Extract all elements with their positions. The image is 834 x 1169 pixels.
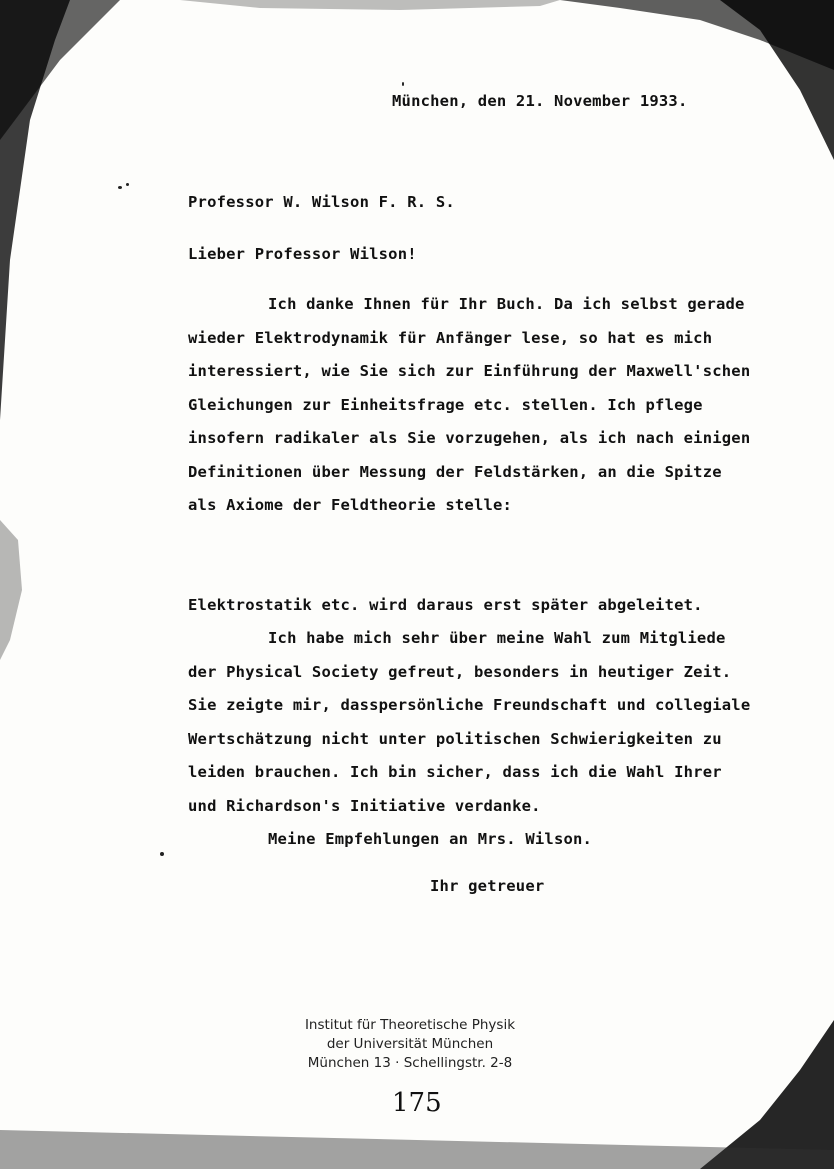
paragraph-line: insofern radikaler als Sie vorzugehen, als ich nach einigen: [188, 429, 751, 447]
paragraph-line: Elektrostatik etc. wird daraus erst später abgeleitet.: [188, 596, 703, 614]
paragraph-line: Ich habe mich sehr über meine Wahl zum Mitgliede: [268, 629, 726, 647]
speck: [402, 82, 404, 86]
speck: [126, 183, 129, 186]
paragraph-line: Definitionen über Messung der Feldstärken, an die Spitze: [188, 463, 722, 481]
recipient-address: Professor W. Wilson F. R. S.: [188, 193, 455, 211]
paragraph-line: Ich danke Ihnen für Ihr Buch. Da ich selbst gerade: [268, 295, 745, 313]
paragraph-line: als Axiome der Feldtheorie stelle:: [188, 496, 513, 514]
greeting: Lieber Professor Wilson!: [188, 245, 417, 263]
stamp-line: München 13 · Schellingstr. 2-8: [307, 1055, 513, 1071]
letter-date: München, den 21. November 1933.: [392, 92, 688, 110]
stamp-line: der Universität München: [326, 1036, 494, 1052]
paragraph-line: Meine Empfehlungen an Mrs. Wilson.: [268, 830, 593, 848]
paragraph-line: wieder Elektrodynamik für Anfänger lese, so hat es mich: [188, 329, 713, 347]
paragraph-line: Wertschätzung nicht unter politischen Schwierigkeiten zu: [188, 730, 722, 748]
paragraph-line: der Physical Society gefreut, besonders in heutiger Zeit.: [188, 663, 732, 681]
institute-stamp: [280, 1016, 540, 1073]
paragraph-line: leiden brauchen. Ich bin sicher, dass ich die Wahl Ihrer: [188, 763, 722, 781]
closing: Ihr getreuer: [430, 877, 545, 895]
speck: [160, 852, 164, 856]
stamp-line: Institut für Theoretische Physik: [304, 1017, 516, 1033]
paragraph-line: interessiert, wie Sie sich zur Einführung der Maxwell'schen: [188, 362, 751, 380]
page-number: 175: [392, 1088, 442, 1118]
paragraph-line: Gleichungen zur Einheitsfrage etc. stellen. Ich pflege: [188, 396, 703, 414]
speck: [118, 186, 122, 189]
paragraph-line: und Richardson's Initiative verdanke.: [188, 797, 541, 815]
paragraph-line: Sie zeigte mir, dasspersönliche Freundschaft und collegiale: [188, 696, 751, 714]
